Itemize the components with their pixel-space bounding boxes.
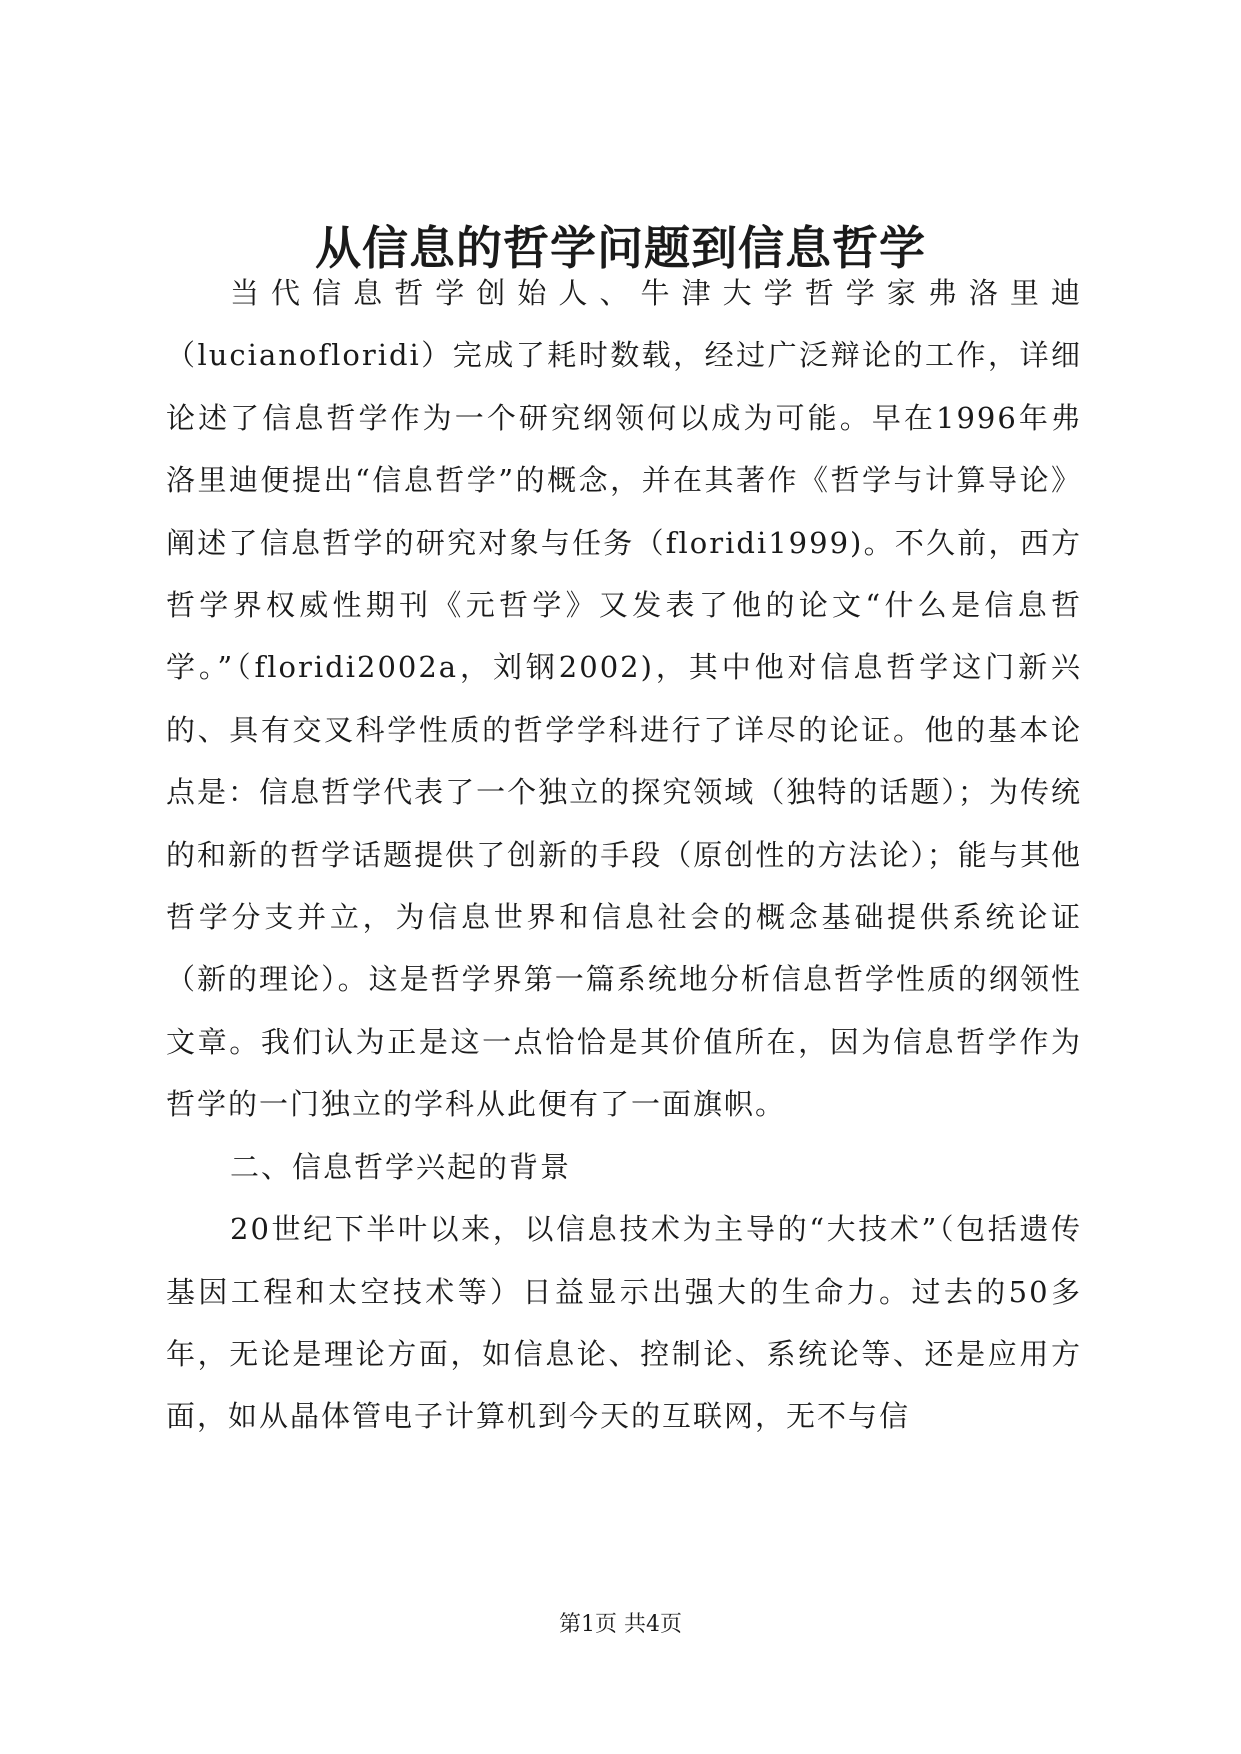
document-body <box>166 262 1082 1448</box>
page-number-footer: 第1页 共4页 <box>559 1612 682 1637</box>
body-paragraph: 当代信息哲学创始人、牛津大学哲学家弗洛里迪（lucianofloridi）完成了耗时数载，经过广泛辩论的工作，详细论述了信息哲学作为一个研究纲领何以成为可能。早在1996年弗洛里迪便提出“信息哲学”的概念，并在其著作《哲学与计算导论》阐述了信息哲学的研究对象与任务（floridi1999)。不久前，西方哲学界权威性期刊《元哲学》又发表了他的论文“什么是信息哲学。”（floridi2002a，刘钢2002)，其中他对信息哲学这门新兴的、具有交叉科学性质的哲学学科进行了详尽的论证。他的基本论点是：信息哲学代表了一个独立的探究领域（独特的话题）；为传统的和新的哲学话题提供了创新的手段（原创性的方法论）；能与其他哲学分支并立，为信息世界和信息社会的概念基础提供系统论证（新的理论）。这是哲学界第一篇系统地分析信息哲学性质的纲领性文章。我们认为正是这一点恰恰是其价值所在，因为信息哲学作为哲学的一门独立的学科从此便有了一面旗帜。 <box>166 276 1082 1122</box>
section-heading: 二、信息哲学兴起的背景 <box>230 1149 572 1184</box>
body-paragraph: 20世纪下半叶以来，以信息技术为主导的“大技术”（包括遗传基因工程和太空技术等）日益显示出强大的生命力。过去的50多年，无论是理论方面，如信息论、控制论、系统论等、还是应用方面，如从晶体管电子计算机到今天的互联网，无不与信 <box>166 1212 1082 1434</box>
document-title: 从信息的哲学问题到信息哲学 <box>315 221 926 275</box>
